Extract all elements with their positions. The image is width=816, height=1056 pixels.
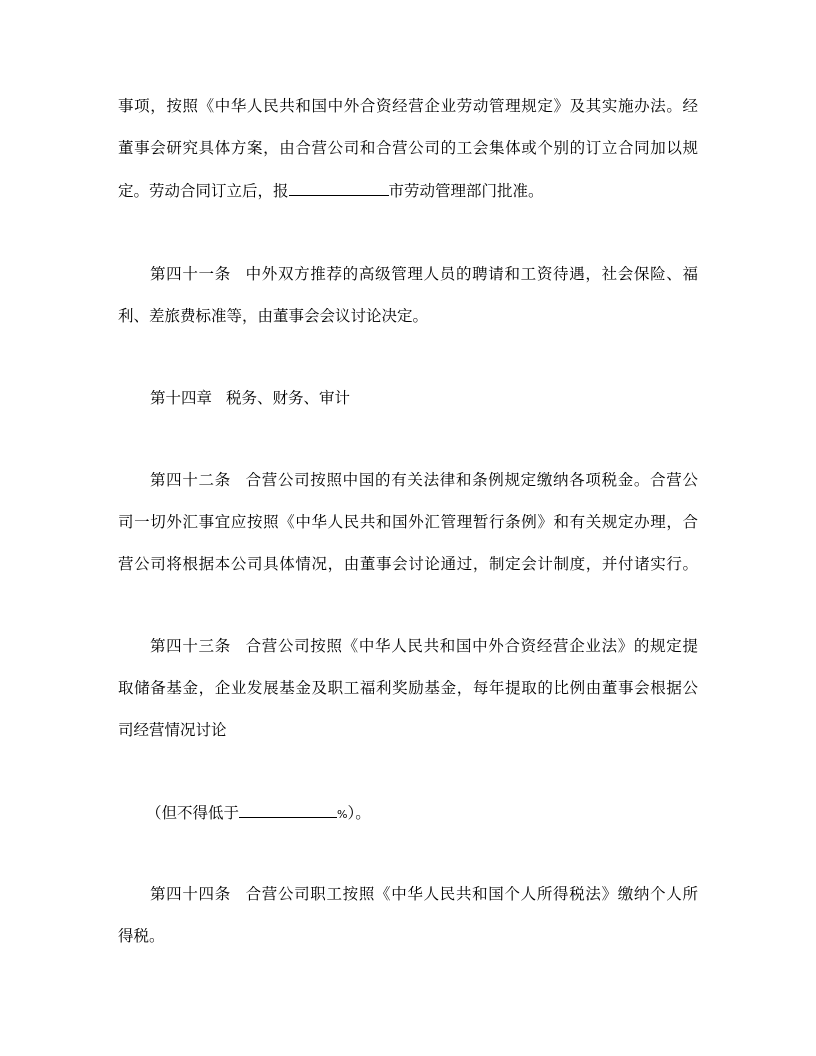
- text: 董事会研究具体方案，由合营公司和合营公司的工会集体或个别的订立合同加以规: [118, 139, 698, 157]
- text: 合营公司职工按照《中华人民共和国个人所得税法》缴纳个人所: [244, 885, 698, 903]
- paragraph-line: [118, 138, 698, 158]
- article-44-line: [150, 884, 698, 904]
- text: 合营公司按照中国的有关法律和条例规定缴纳各项税金。合营公: [244, 471, 698, 489]
- chapter-title: 税务、财务、审计: [226, 389, 351, 407]
- text: 合营公司按照《中华人民共和国中外合资经营企业法》的规定提: [244, 637, 698, 655]
- article-41-line: [118, 306, 698, 326]
- article-41-line: [150, 264, 698, 284]
- text: 定。劳动合同订立后，报: [118, 182, 289, 200]
- text: 司一切外汇事宜应按照《中华人民共和国外汇管理暂行条例》和有关规定办理，合: [118, 513, 698, 531]
- article-number: 第四十二条: [150, 471, 231, 489]
- chapter-number: 第十四章: [150, 389, 213, 407]
- article-number: 第四十三条: [150, 637, 231, 655]
- text: 事项，按照《中华人民共和国中外合资经营企业劳动管理规定》及其实施办法。经: [118, 97, 698, 115]
- paragraph-line: [118, 180, 698, 201]
- article-43-line: [150, 636, 698, 656]
- text: （但不得低于: [146, 804, 240, 822]
- text: 市劳动管理部门批准。: [388, 182, 544, 200]
- article-number: 第四十四条: [150, 885, 231, 903]
- chapter-heading: [150, 388, 698, 408]
- article-43-line: [118, 720, 698, 740]
- fill-in-blank: [239, 802, 337, 818]
- text: ）。: [347, 804, 371, 822]
- article-44-line: [118, 926, 698, 946]
- article-43-line: [118, 678, 698, 698]
- text: 利、差旅费标准等，由董事会会议讨论决定。: [118, 307, 429, 325]
- text: 取储备基金，企业发展基金及职工福利奖励基金，每年提取的比例由董事会根据公: [118, 679, 698, 697]
- paragraph-line: [118, 96, 698, 116]
- article-42-line: [150, 470, 698, 490]
- article-number: 第四十一条: [150, 265, 231, 283]
- text: 司经营情况讨论: [118, 721, 227, 739]
- article-42-line: [118, 554, 698, 574]
- article-42-line: [118, 512, 698, 532]
- percent-sign: %: [337, 808, 348, 821]
- text: 营公司将根据本公司具体情况，由董事会讨论通过，制定会计制度，并付诸实行。: [118, 555, 698, 573]
- fill-in-blank: [289, 180, 389, 196]
- text: 中外双方推荐的高级管理人员的聘请和工资待遇，社会保险、福: [244, 265, 698, 283]
- article-43-note: [146, 802, 726, 825]
- text: 得税。: [118, 927, 165, 945]
